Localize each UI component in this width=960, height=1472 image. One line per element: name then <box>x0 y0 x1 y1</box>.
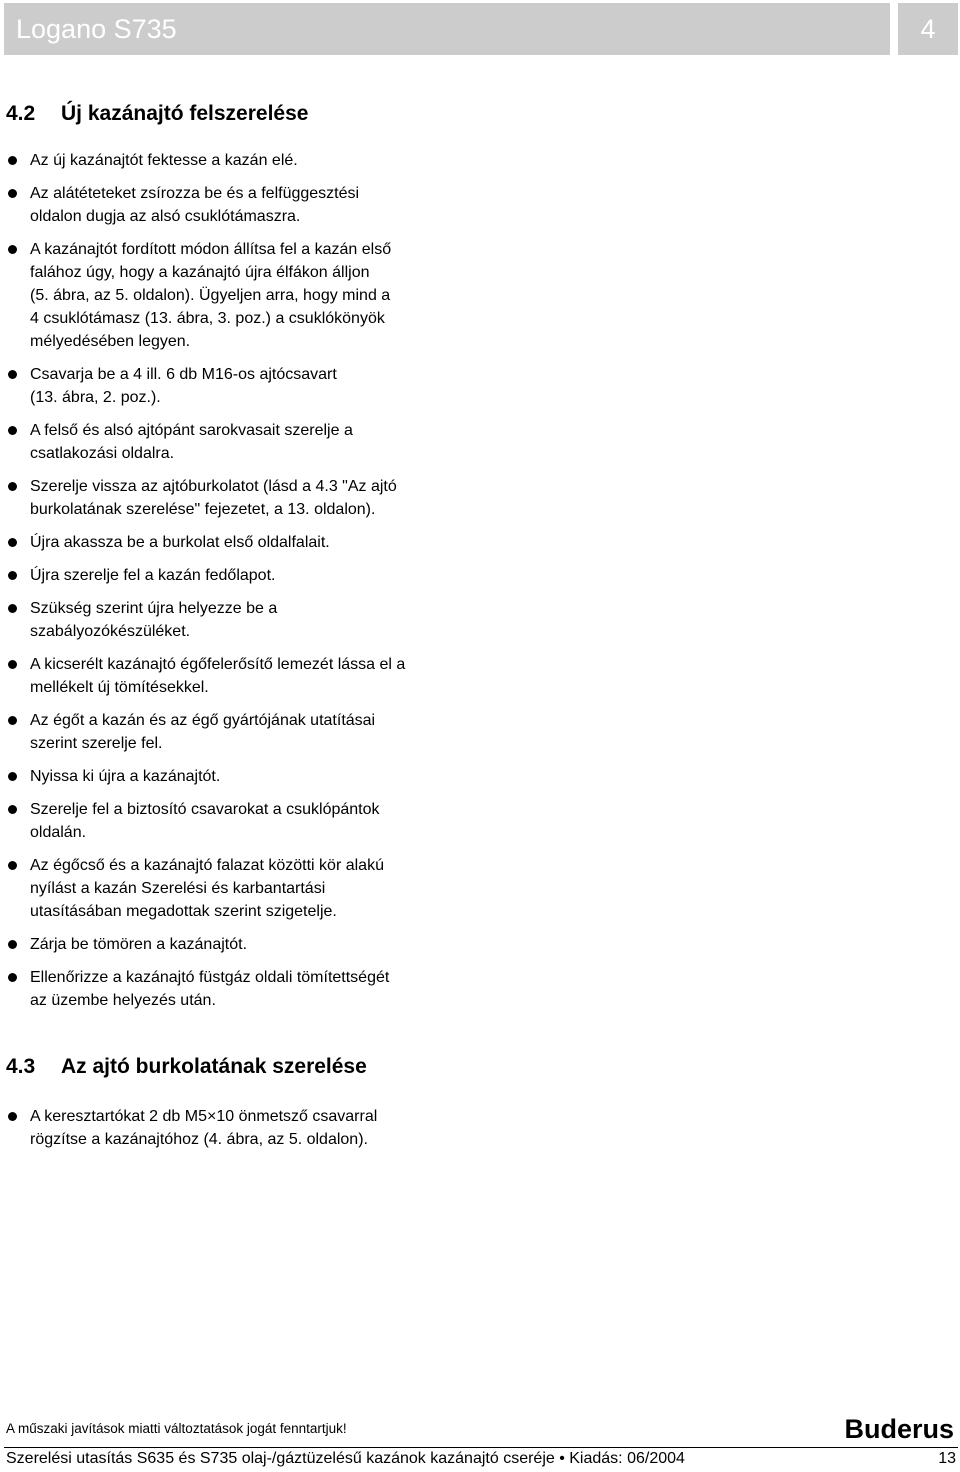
product-title: Logano S735 <box>16 14 177 44</box>
list-item <box>8 709 468 755</box>
list-item <box>8 238 468 353</box>
list-item <box>8 363 468 409</box>
document-info: Szerelési utasítás S635 és S735 olaj-/gáztüzelésű kazánok kazánajtó cseréje • Kiadás: 06/2004 <box>6 1450 685 1467</box>
list-item-text: Zárja be tömören a kazánajtót. <box>30 936 248 953</box>
list-item-text: mellékelt új tömítésekkel. <box>30 679 209 696</box>
section-number: 4.3 <box>6 1055 36 1078</box>
instruction-list-4-3 <box>8 1105 468 1161</box>
list-item <box>8 854 468 923</box>
list-item-text: szabályozókészüléket. <box>30 623 191 640</box>
list-item <box>8 419 468 465</box>
list-item-text: Szerelje vissza az ajtóburkolatot (lásd a 4.3 "Az ajtó <box>30 478 397 495</box>
section-number: 4.2 <box>6 102 36 125</box>
buderus-logo <box>826 1414 956 1442</box>
list-item-text: utasításában megadottak szerint szigetelje. <box>30 903 337 920</box>
chapter-number-box <box>898 3 958 55</box>
list-item-text: Szerelje fel a biztosító csavarokat a csuklópántok <box>30 801 380 818</box>
list-item-text: Újra akassza be a burkolat első oldalfalait. <box>30 534 330 551</box>
footer-divider <box>4 1447 958 1448</box>
list-item <box>8 597 468 643</box>
instruction-list-4-2 <box>8 149 468 1022</box>
list-item-text: A felső és alsó ajtópánt sarokvasait szerelje a <box>30 422 353 439</box>
section-title: Új kazánajtó felszerelése <box>61 102 309 125</box>
list-item-text: oldalán. <box>30 824 87 841</box>
list-item-text: rögzítse a kazánajtóhoz (4. ábra, az 5. oldalon). <box>30 1131 368 1148</box>
bullet-icon <box>8 571 17 580</box>
bullet-icon <box>8 370 17 379</box>
bullet-icon <box>8 189 17 198</box>
list-item <box>8 798 468 844</box>
list-item-text: burkolatának szerelése" fejezetet, a 13. oldalon). <box>30 501 376 518</box>
list-item-text: csatlakozási oldalra. <box>30 445 175 462</box>
bullet-icon <box>8 861 17 870</box>
list-item <box>8 966 468 1012</box>
list-item <box>8 149 468 172</box>
list-item <box>8 564 468 587</box>
bullet-icon <box>8 973 17 982</box>
list-item-text: mélyedésében legyen. <box>30 333 191 350</box>
list-item-text: Szükség szerint újra helyezze be a <box>30 600 278 617</box>
list-item-text: Az új kazánajtót fektesse a kazán elé. <box>30 152 298 169</box>
bullet-icon <box>8 156 17 165</box>
bullet-icon <box>8 805 17 814</box>
brand-name: Buderus <box>844 1414 954 1442</box>
disclaimer-text: A műszaki javítások miatti változtatások jogát fenntartjuk! <box>6 1421 347 1436</box>
list-item-text: Újra szerelje fel a kazán fedőlapot. <box>30 567 276 584</box>
list-item <box>8 475 468 521</box>
list-item-text: szerint szerelje fel. <box>30 735 163 752</box>
bullet-icon <box>8 772 17 781</box>
bullet-icon <box>8 604 17 613</box>
bullet-icon <box>8 716 17 725</box>
section-heading-4-2 <box>6 101 308 127</box>
list-item-text: (13. ábra, 2. poz.). <box>30 389 161 406</box>
chapter-number: 4 <box>920 14 936 44</box>
bullet-icon <box>8 538 17 547</box>
section-heading-4-3 <box>6 1054 367 1080</box>
bullet-icon <box>8 1112 17 1121</box>
list-item-text: oldalon dugja az alsó csuklótámaszra. <box>30 208 301 225</box>
list-item-text: A kicserélt kazánajtó égőfelerősítő lemezét lássa el a <box>30 656 406 673</box>
list-item <box>8 182 468 228</box>
list-item <box>8 765 468 788</box>
bullet-icon <box>8 660 17 669</box>
list-item-text: Az alátéteteket zsírozza be és a felfüggesztési <box>30 185 360 202</box>
list-item-text: az üzembe helyezés után. <box>30 992 216 1009</box>
list-item-text: A kazánajtót fordított módon állítsa fel a kazán első <box>30 241 392 258</box>
list-item <box>8 531 468 554</box>
list-item <box>8 1105 468 1151</box>
page-number: 13 <box>938 1450 956 1467</box>
bullet-icon <box>8 245 17 254</box>
section-title: Az ajtó burkolatának szerelése <box>61 1055 367 1078</box>
bullet-icon <box>8 426 17 435</box>
list-item <box>8 933 468 956</box>
list-item-text: A keresztartókat 2 db M5×10 önmetsző csavarral <box>30 1108 378 1125</box>
list-item-text: nyílást a kazán Szerelési és karbantartási <box>30 880 326 897</box>
header-title-bar <box>4 3 890 55</box>
list-item-text: falához úgy, hogy a kazánajtó újra élfákon álljon <box>30 264 370 281</box>
list-item-text: 4 csuklótámasz (13. ábra, 3. poz.) a csuklókönyök <box>30 310 385 327</box>
bullet-icon <box>8 482 17 491</box>
bullet-icon <box>8 940 17 949</box>
list-item-text: Csavarja be a 4 ill. 6 db M16-os ajtócsavart <box>30 366 337 383</box>
list-item-text: Ellenőrizze a kazánajtó füstgáz oldali tömítettségét <box>30 969 390 986</box>
list-item-text: Az égőcső és a kazánajtó falazat közötti kör alakú <box>30 857 384 874</box>
list-item-text: (5. ábra, az 5. oldalon). Ügyeljen arra, hogy mind a <box>30 287 391 304</box>
list-item-text: Nyissa ki újra a kazánajtót. <box>30 768 221 785</box>
list-item-text: Az égőt a kazán és az égő gyártójának utatításai <box>30 712 376 729</box>
list-item <box>8 653 468 699</box>
